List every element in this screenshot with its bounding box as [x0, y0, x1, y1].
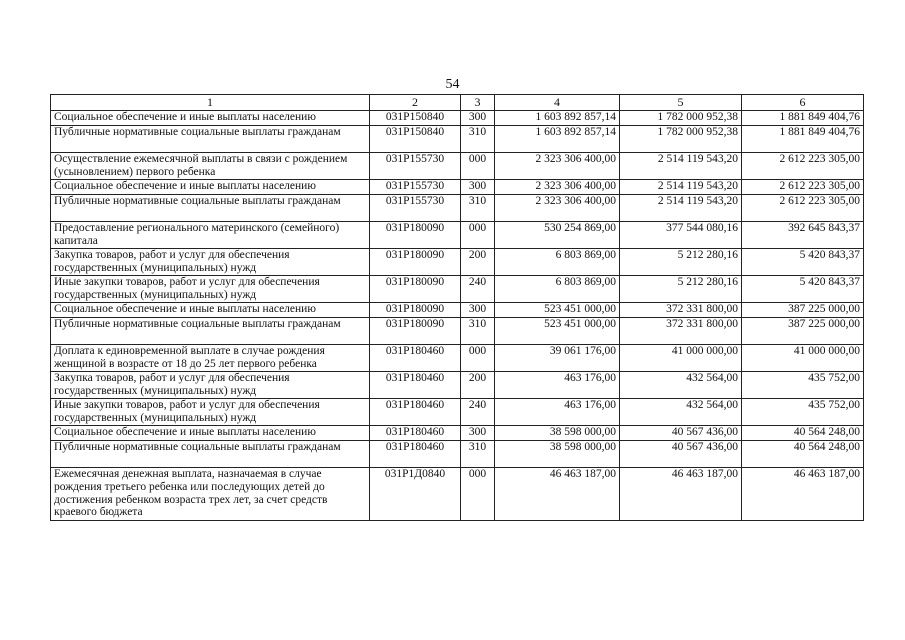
row-amount-col4: 2 323 306 400,00: [495, 195, 620, 222]
row-amount-col5: 1 782 000 952,38: [620, 126, 742, 153]
row-amount-col5: 2 514 119 543,20: [620, 153, 742, 180]
row-description: Осуществление ежемесячной выплаты в связи с рождением (усыновлением) первого ребенка: [51, 153, 370, 180]
row-description: Социальное обеспечение и иные выплаты населению: [51, 426, 370, 441]
row-description: Доплата к единовременной выплате в случае рождения женщиной в возрасте от 18 до 25 лет первого ребенка: [51, 345, 370, 372]
row-target-code: 031P180090: [370, 318, 461, 345]
row-expense-type: 200: [461, 249, 495, 276]
row-amount-col5: 372 331 800,00: [620, 318, 742, 345]
table-row: [51, 126, 864, 153]
row-amount-col6: 40 564 248,00: [742, 441, 864, 468]
row-expense-type: 300: [461, 111, 495, 126]
row-amount-col4: 523 451 000,00: [495, 303, 620, 318]
row-amount-col5: 432 564,00: [620, 399, 742, 426]
row-amount-col4: 523 451 000,00: [495, 318, 620, 345]
row-amount-col5: 5 212 280,16: [620, 249, 742, 276]
row-target-code: 031P155730: [370, 153, 461, 180]
row-expense-type: 300: [461, 426, 495, 441]
row-amount-col5: 1 782 000 952,38: [620, 111, 742, 126]
row-amount-col6: 5 420 843,37: [742, 249, 864, 276]
row-description: Закупка товаров, работ и услуг для обеспечения государственных (муниципальных) нужд: [51, 372, 370, 399]
row-amount-col5: 40 567 436,00: [620, 441, 742, 468]
row-expense-type: 310: [461, 441, 495, 468]
row-amount-col4: 1 603 892 857,14: [495, 111, 620, 126]
table-row: [51, 276, 864, 303]
row-description: Публичные нормативные социальные выплаты гражданам: [51, 195, 370, 222]
row-amount-col6: 2 612 223 305,00: [742, 153, 864, 180]
table-row: [51, 318, 864, 345]
row-amount-col5: 41 000 000,00: [620, 345, 742, 372]
row-target-code: 031P180090: [370, 303, 461, 318]
row-description: Публичные нормативные социальные выплаты гражданам: [51, 441, 370, 468]
row-target-code: 031P1Д0840: [370, 468, 461, 521]
table-row: [51, 111, 864, 126]
column-header: 1: [51, 95, 370, 111]
row-expense-type: 200: [461, 372, 495, 399]
row-description: Ежемесячная денежная выплата, назначаемая в случае рождения третьего ребенка или последующих детей до достижения ребенком возраста трех лет, за счет средств краевого бюджета: [51, 468, 370, 521]
row-amount-col6: 1 881 849 404,76: [742, 111, 864, 126]
row-target-code: 031P180090: [370, 249, 461, 276]
column-header: 6: [742, 95, 864, 111]
table-row: [51, 180, 864, 195]
row-amount-col6: 41 000 000,00: [742, 345, 864, 372]
row-amount-col5: 40 567 436,00: [620, 426, 742, 441]
row-amount-col4: 6 803 869,00: [495, 249, 620, 276]
row-description: Иные закупки товаров, работ и услуг для обеспечения государственных (муниципальных) нужд: [51, 399, 370, 426]
row-description: Публичные нормативные социальные выплаты гражданам: [51, 318, 370, 345]
row-target-code: 031P180460: [370, 372, 461, 399]
row-amount-col6: 387 225 000,00: [742, 303, 864, 318]
row-expense-type: 000: [461, 153, 495, 180]
row-amount-col5: 372 331 800,00: [620, 303, 742, 318]
row-description: Социальное обеспечение и иные выплаты населению: [51, 180, 370, 195]
row-description: Предоставление регионального материнского (семейного) капитала: [51, 222, 370, 249]
row-amount-col5: 46 463 187,00: [620, 468, 742, 521]
row-expense-type: 240: [461, 399, 495, 426]
table-row: [51, 426, 864, 441]
row-expense-type: 300: [461, 180, 495, 195]
row-amount-col6: 435 752,00: [742, 372, 864, 399]
row-amount-col6: 5 420 843,37: [742, 276, 864, 303]
row-amount-col5: 2 514 119 543,20: [620, 180, 742, 195]
column-header: 3: [461, 95, 495, 111]
page-number: 54: [445, 77, 460, 92]
row-amount-col6: 387 225 000,00: [742, 318, 864, 345]
row-expense-type: 310: [461, 126, 495, 153]
table-row: [51, 399, 864, 426]
row-description: Иные закупки товаров, работ и услуг для обеспечения государственных (муниципальных) нужд: [51, 276, 370, 303]
row-target-code: 031P180460: [370, 345, 461, 372]
column-header: 4: [495, 95, 620, 111]
row-amount-col6: 2 612 223 305,00: [742, 195, 864, 222]
table-row: [51, 249, 864, 276]
row-target-code: 031P155730: [370, 195, 461, 222]
row-description: Социальное обеспечение и иные выплаты населению: [51, 303, 370, 318]
row-target-code: 031P180460: [370, 426, 461, 441]
table-row: [51, 195, 864, 222]
budget-table: [50, 94, 864, 521]
row-amount-col4: 38 598 000,00: [495, 441, 620, 468]
row-amount-col4: 1 603 892 857,14: [495, 126, 620, 153]
row-expense-type: 240: [461, 276, 495, 303]
row-amount-col6: 1 881 849 404,76: [742, 126, 864, 153]
row-amount-col6: 435 752,00: [742, 399, 864, 426]
row-amount-col6: 392 645 843,37: [742, 222, 864, 249]
row-target-code: 031P155730: [370, 180, 461, 195]
table-header-row: [51, 95, 864, 111]
row-description: Публичные нормативные социальные выплаты гражданам: [51, 126, 370, 153]
table-row: [51, 222, 864, 249]
table-row: [51, 345, 864, 372]
row-amount-col4: 38 598 000,00: [495, 426, 620, 441]
table-row: [51, 468, 864, 521]
row-expense-type: 300: [461, 303, 495, 318]
table-row: [51, 372, 864, 399]
row-amount-col4: 2 323 306 400,00: [495, 180, 620, 195]
row-target-code: 031P180090: [370, 276, 461, 303]
row-expense-type: 000: [461, 345, 495, 372]
row-amount-col5: 432 564,00: [620, 372, 742, 399]
table-row: [51, 303, 864, 318]
row-expense-type: 310: [461, 195, 495, 222]
row-target-code: 031P150840: [370, 126, 461, 153]
row-amount-col4: 530 254 869,00: [495, 222, 620, 249]
row-expense-type: 000: [461, 222, 495, 249]
row-amount-col6: 2 612 223 305,00: [742, 180, 864, 195]
column-header: 2: [370, 95, 461, 111]
row-amount-col6: 46 463 187,00: [742, 468, 864, 521]
row-target-code: 031P180460: [370, 399, 461, 426]
row-amount-col4: 39 061 176,00: [495, 345, 620, 372]
table-row: [51, 441, 864, 468]
row-expense-type: 310: [461, 318, 495, 345]
column-header: 5: [620, 95, 742, 111]
table-row: [51, 153, 864, 180]
row-amount-col4: 2 323 306 400,00: [495, 153, 620, 180]
row-description: Закупка товаров, работ и услуг для обеспечения государственных (муниципальных) нужд: [51, 249, 370, 276]
row-amount-col5: 2 514 119 543,20: [620, 195, 742, 222]
row-description: Социальное обеспечение и иные выплаты населению: [51, 111, 370, 126]
row-expense-type: 000: [461, 468, 495, 521]
row-amount-col4: 46 463 187,00: [495, 468, 620, 521]
row-amount-col6: 40 564 248,00: [742, 426, 864, 441]
row-amount-col4: 463 176,00: [495, 372, 620, 399]
row-amount-col5: 5 212 280,16: [620, 276, 742, 303]
row-amount-col4: 463 176,00: [495, 399, 620, 426]
row-target-code: 031P180090: [370, 222, 461, 249]
row-amount-col4: 6 803 869,00: [495, 276, 620, 303]
row-target-code: 031P150840: [370, 111, 461, 126]
row-amount-col5: 377 544 080,16: [620, 222, 742, 249]
row-target-code: 031P180460: [370, 441, 461, 468]
